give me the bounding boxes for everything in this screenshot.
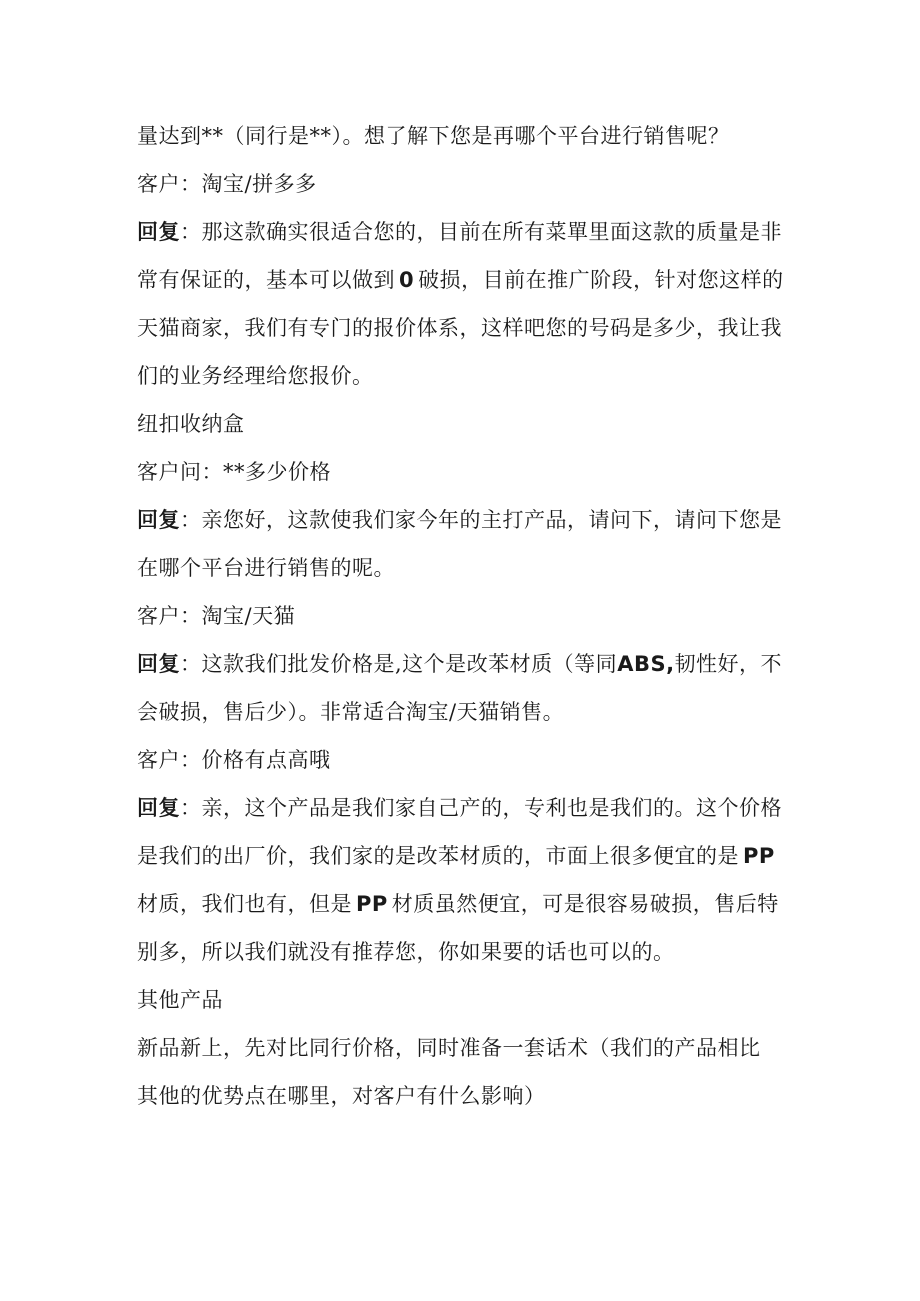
reply-line: 回复：亲，这个产品是我们家自己产的，专利也是我们的。这个价格 — [137, 796, 782, 820]
text-line: 会破损，售后少）。非常适合淘宝/天猫销售。 — [137, 700, 565, 724]
text-line: 常有保证的，基本可以做到 0 破损，目前在推广阶段，针对您这样的 — [137, 268, 784, 292]
text-line: 材质，我们也有，但是 PP 材质虽然便宜，可是很容易破损，售后特 — [137, 892, 779, 916]
text-line: 别多，所以我们就没有推荐您，你如果要的话也可以的。 — [137, 940, 675, 964]
text-line: 是我们的出厂价，我们家的是改苯材质的，市面上很多便宜的是 PP — [137, 844, 775, 868]
customer-label: 客户 — [137, 604, 180, 628]
section-heading: 纽扣收纳盒 — [137, 412, 245, 436]
text-line: 其他的优势点在哪里，对客户有什么影响） — [137, 1084, 546, 1108]
text-line: 新品新上，先对比同行价格，同时准备一套话术（我们的产品相比 — [137, 1036, 761, 1060]
text-line: 们的业务经理给您报价。 — [137, 364, 374, 388]
pp-term: PP — [743, 844, 775, 868]
pp-term: PP — [356, 892, 388, 916]
customer-label: 客户 — [137, 748, 180, 772]
text-line: 在哪个平台进行销售的呢。 — [137, 556, 395, 580]
number-zero: 0 — [399, 268, 415, 292]
document-page — [137, 112, 787, 1120]
customer-line: 客户：淘宝/天猫 — [137, 604, 296, 628]
text-line: 客户：淘宝/拼多多 — [137, 172, 317, 196]
reply-line: 回复：那这款确实很适合您的，目前在所有菜單里面这款的质量是非 — [137, 220, 782, 244]
customer-line: 客户：价格有点高哦 — [137, 748, 331, 772]
section-heading: 其他产品 — [137, 988, 223, 1012]
text-line: 量达到**（同行是**）。想了解下您是再哪个平台进行销售呢？ — [137, 124, 730, 148]
reply-label: 回复 — [137, 220, 180, 244]
reply-line: 回复：这款我们批发价格是,这个是改苯材质（等同ABS,韧性好，不 — [137, 652, 783, 676]
abs-term: ABS, — [617, 652, 675, 676]
reply-label: 回复 — [137, 796, 180, 820]
reply-label: 回复 — [137, 508, 180, 532]
text-line: 客户问：**多少价格 — [137, 460, 331, 484]
reply-line: 回复：亲您好，这款使我们家今年的主打产品，请问下，请问下您是 — [137, 508, 782, 532]
reply-label: 回复 — [137, 652, 180, 676]
text-line: 天猫商家，我们有专门的报价体系，这样吧您的号码是多少，我让我 — [137, 316, 782, 340]
